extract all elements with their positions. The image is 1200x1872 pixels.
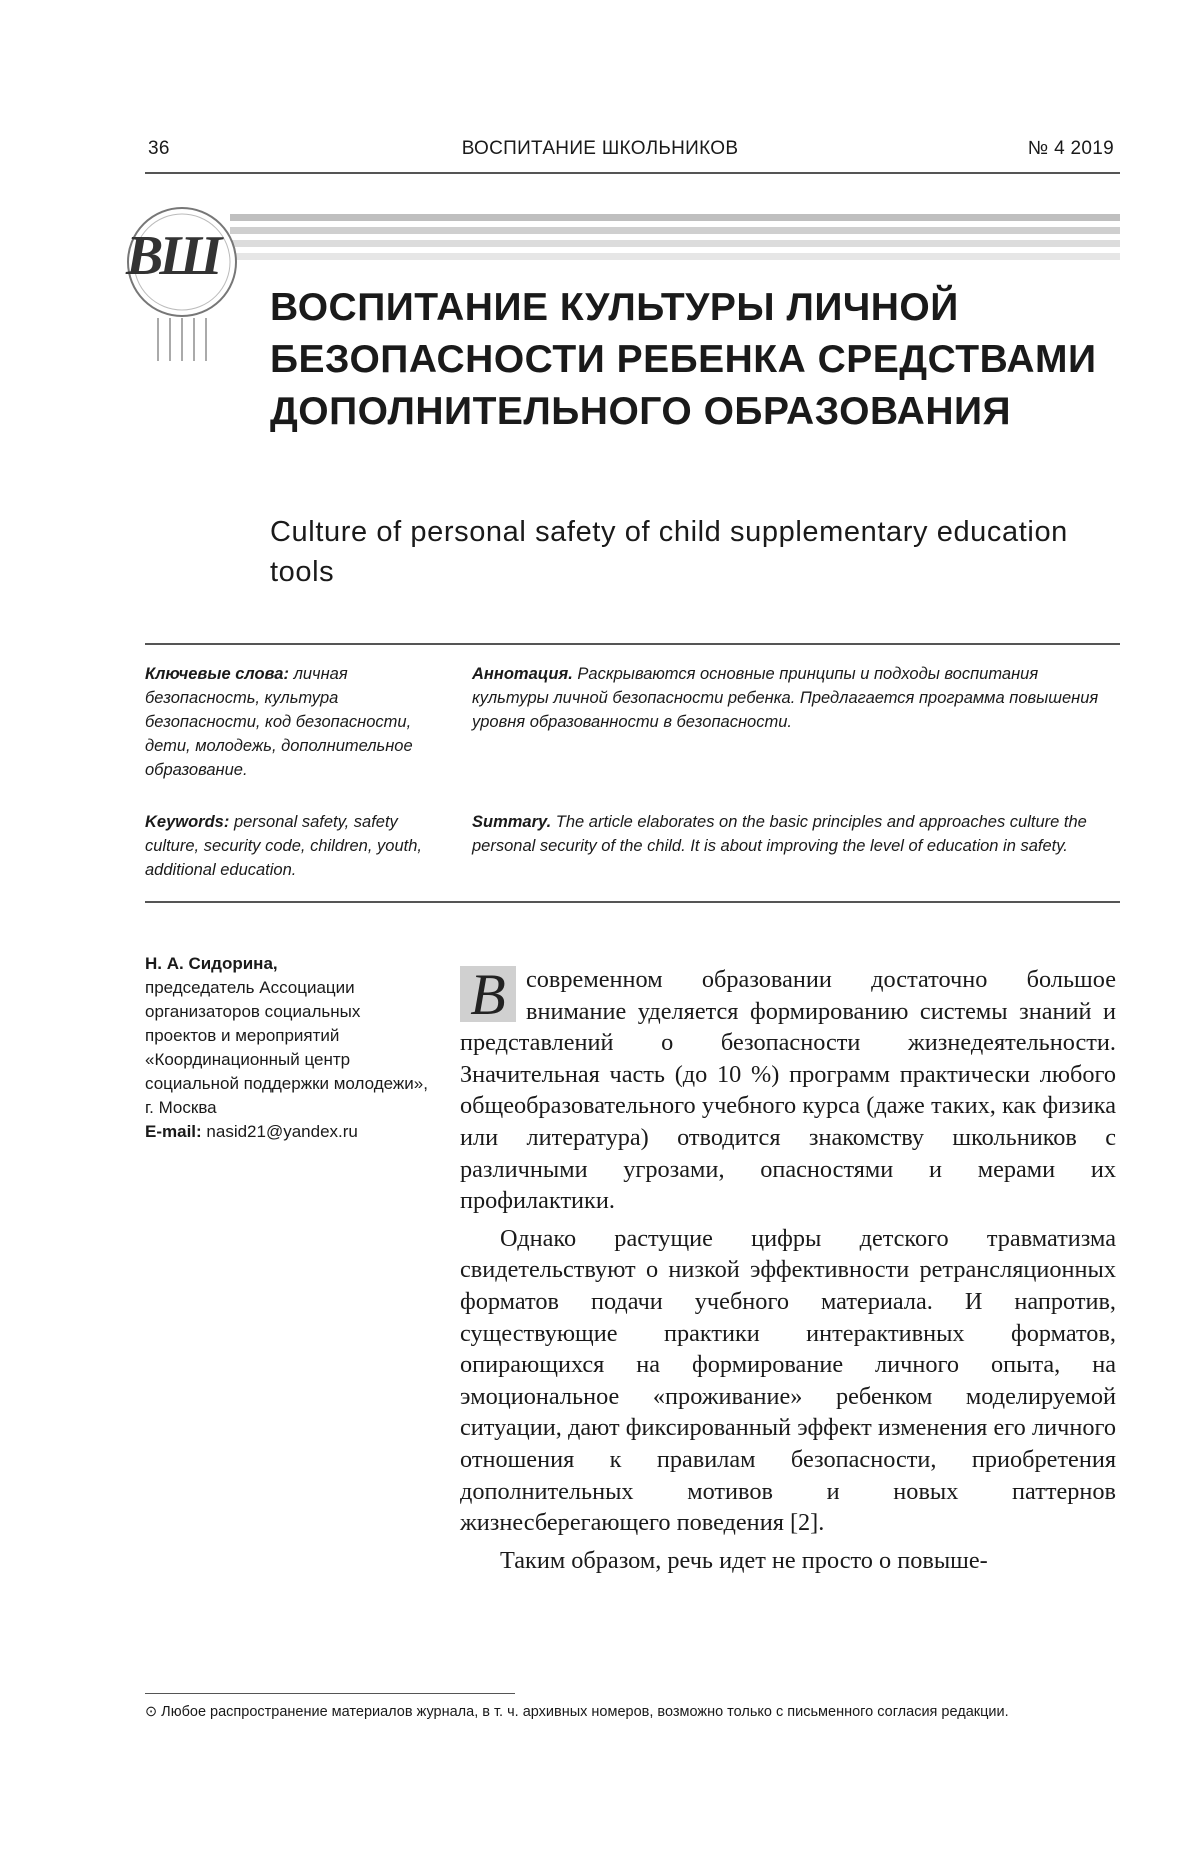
copyright-icon: ⊙ [145, 1704, 158, 1720]
keywords-ru-text: личная безопасность, культура безопасности, код безопасности, дети, молодежь, дополнительное образование. [145, 665, 413, 779]
keywords-ru-label: Ключевые слова: [145, 665, 289, 683]
summary-en [472, 810, 1118, 858]
logo-letters: ВШ [126, 225, 219, 287]
paragraph-2: Однако растущие цифры детского травматизма свидетельствуют о низкой эффективности ретрансляционных форматов подачи учебного материала. И напротив, существующие практики интерактивных форматов, опирающихся на формирование личного опыта, на эмоциональное «проживание» ребенком моделируемой ситуации, дают фиксированный эффект изменения его личного отношения к правилам безопасности, приобретения дополнительных мотивов и новых паттернов жизнесберегающего поведения [2]. [460, 1224, 1116, 1537]
footnote-text: Любое распространение материалов журнала, в т. ч. архивных номеров, возможно только с письменного согласия редакции. [157, 1704, 1009, 1720]
drop-cap: В [460, 966, 516, 1022]
issue-number: № 4 2019 [1027, 138, 1114, 159]
author-name: Н. А. Сидорина, [145, 954, 278, 973]
keywords-ru [145, 662, 445, 782]
meta-bottom-rule [145, 901, 1120, 903]
footnote-rule [145, 1693, 515, 1694]
keywords-en-text: personal safety, safety culture, security code, children, youth, additional education. [145, 813, 422, 879]
abstract-ru-text: Раскрываются основные принципы и подходы воспитания культуры личной безопасности ребенка. Предлагается программа повышения уровня образованности в безопасности. [472, 665, 1099, 731]
author-affiliation: председатель Ассоциации организаторов социальных проектов и мероприятий «Координационный центр социальной поддержки молодежи», г. Москва [145, 978, 428, 1117]
summary-en-label: Summary. [472, 813, 552, 831]
page-number: 36 [148, 138, 170, 159]
paragraph-1: В современном образовании достаточно большое внимание уделяется формированию системы знаний и представлений о безопасности жизнедеятельности. Значительная часть (до 10 %) программ практически любого общеобразовательного учебного курса (даже таких, как физика или литература) отводится знакомству школьников с различными угрозами, опасностями и мерами их профилактики. [460, 962, 1116, 1215]
journal-logo [118, 196, 258, 366]
abstract-ru [472, 662, 1118, 734]
journal-name: ВОСПИТАНИЕ ШКОЛЬНИКОВ [461, 138, 739, 159]
author-info [145, 952, 435, 1144]
meta-top-rule [145, 643, 1120, 645]
article-subtitle: Culture of personal safety of child supplementary education tools [270, 516, 1068, 588]
abstract-ru-label: Аннотация. [472, 665, 573, 683]
header-rule [145, 172, 1120, 174]
footnote [145, 1704, 1009, 1720]
paragraph-3: Таким образом, речь идет не просто о повыше- [500, 1546, 988, 1574]
author-email-line [145, 1120, 435, 1144]
email-link[interactable]: nasid21@yandex.ru [201, 1122, 358, 1141]
summary-en-text: The article elaborates on the basic principles and approaches culture the personal security of the child. It is about improving the level of education in safety. [472, 813, 1087, 855]
article-title: ВОСПИТАНИЕ КУЛЬТУРЫ ЛИЧНОЙ БЕЗОПАСНОСТИ РЕБЕНКА СРЕДСТВАМИ ДОПОЛНИТЕЛЬНОГО ОБРАЗОВАНИЯ [270, 286, 1097, 433]
keywords-en-label: Keywords: [145, 813, 230, 831]
keywords-en [145, 810, 445, 882]
article-body [460, 964, 1116, 1576]
email-label: E-mail: [145, 1122, 202, 1141]
